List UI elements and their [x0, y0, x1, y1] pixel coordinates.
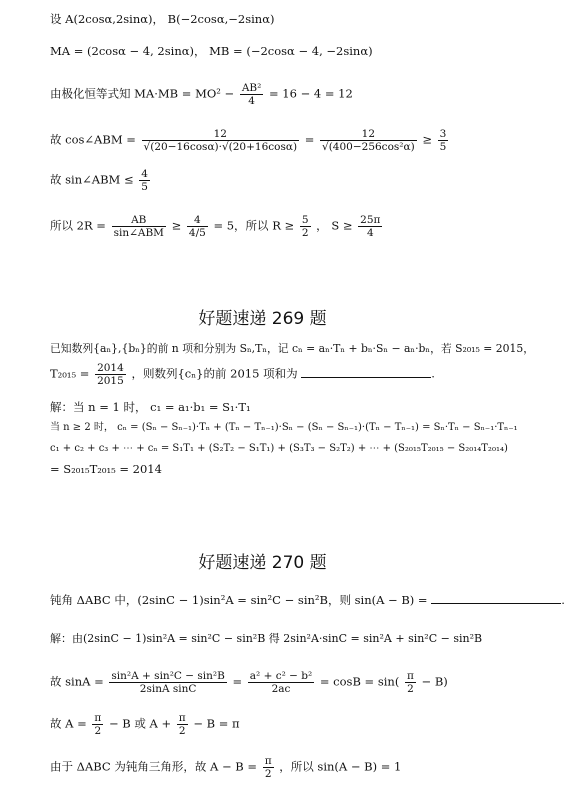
cos-head: 故 cos∠ABM =: [50, 132, 136, 147]
ge: ≥: [422, 132, 432, 147]
fraction: [95, 362, 126, 387]
p269-question-line1: 已知数列{aₙ},{bₙ}的前 n 项和分别为 Sₙ,Tₙ，记 cₙ = aₙ·Tₙ + bₙ·Sₙ − aₙ·bₙ，若 S₂₀₁₅ = 2015，: [50, 342, 534, 355]
p269-solution-line1: 解：当 n = 1 时， c₁ = a₁·b₁ = S₁·T₁: [50, 400, 251, 414]
fraction: [358, 214, 382, 239]
line-cos-abm: [50, 128, 450, 153]
den: sin∠ABM: [113, 227, 164, 239]
line-radius: [50, 214, 384, 239]
den: 2: [264, 768, 272, 780]
num: 5: [301, 214, 309, 226]
fraction: [248, 670, 314, 695]
den: 2: [301, 227, 309, 239]
fraction: [300, 214, 311, 239]
problem-270-title: 好题速递 270 题: [198, 553, 327, 573]
num: 4: [187, 214, 208, 227]
ge: ≥: [171, 218, 182, 233]
s-mid: = cosB = sin(: [319, 674, 400, 689]
fraction: [142, 128, 300, 153]
q-tail: ，则数列{cₙ}的前 2015 项和为: [131, 366, 298, 381]
num: 4: [141, 168, 148, 180]
s-text: ， S ≥: [316, 218, 353, 233]
p269-solution-line4: = S₂₀₁₅T₂₀₁₅ = 2014: [50, 462, 162, 476]
num: 2014: [97, 362, 124, 374]
fraction: [438, 128, 449, 153]
den: 2sinA sinC: [139, 683, 197, 695]
num: sin²A + sin²C − sin²B: [111, 670, 225, 682]
polar-text: 由极化恒等式知 MA·MB = MO² −: [50, 86, 235, 101]
q-end: .: [431, 366, 435, 381]
r-mid: = 5，所以 R ≥: [213, 218, 295, 233]
p269-solution-line3: c₁ + c₂ + c₃ + ⋯ + cₙ = S₁T₁ + (S₂T₂ − S₁T₁) + (S₃T₃ − S₂T₂) + ⋯ + (S₂₀₁₅T₂₀₁₅ − S₂₀₁₄T₂₀₁₄): [50, 443, 508, 454]
s3-mid: − B 或 A +: [108, 716, 172, 731]
fraction: [320, 128, 417, 153]
den: 4/5: [188, 227, 206, 239]
den: 2015: [97, 375, 124, 387]
vector-ma: MA = (2cosα − 4, 2sinα)，: [50, 44, 206, 58]
num: π: [94, 712, 102, 724]
den: 5: [439, 141, 447, 153]
p270-solution-line4: [50, 755, 401, 780]
line-vectors: [50, 44, 373, 58]
den: 4: [366, 227, 374, 239]
equals: =: [304, 132, 315, 147]
den: 2: [178, 725, 186, 737]
point-b: B(−2cosα,−2sinα): [167, 12, 275, 26]
p269-solution-line2: 当 n ≥ 2 时， cₙ = (Sₙ − Sₙ₋₁)·Tₙ + (Tₙ − Tₙ₋₁)·Sₙ − (Sₙ − Sₙ₋₁)·(Tₙ − Tₙ₋₁) = Sₙ·Tₙ − Sₙ₋₁·Tₙ₋₁: [50, 422, 518, 433]
s3-head: 故 A =: [50, 716, 87, 731]
line-sin-abm: [50, 168, 152, 193]
q-end: .: [561, 593, 565, 607]
den: 2: [94, 725, 102, 737]
fraction: [109, 670, 226, 695]
num: 25π: [360, 214, 381, 226]
answer-blank: [431, 593, 561, 604]
r-head: 所以 2R =: [50, 218, 106, 233]
s4-tail: ，所以 sin(A − B) = 1: [279, 759, 402, 774]
p270-question: [50, 593, 565, 607]
num: a² + c² − b²: [249, 670, 313, 682]
fraction: [240, 82, 264, 107]
den: 2: [407, 683, 414, 695]
num: AB: [112, 214, 166, 227]
line-coords: [50, 12, 274, 26]
fraction: [112, 214, 166, 239]
fraction: [92, 712, 103, 737]
p270-solution-line1: 解：由(2sinC − 1)sin²A = sin²C − sin²B 得 2sin²A·sinC = sin²A + sin²C − sin²B: [50, 632, 483, 645]
num: π: [264, 755, 272, 767]
vector-mb: MB = (−2cosα − 4, −2sinα): [209, 44, 373, 58]
p270-solution-line2: [50, 670, 448, 695]
num: 3: [439, 128, 447, 140]
p270-solution-line3: [50, 712, 240, 737]
problem-269-title: 好题速递 269 题: [198, 309, 327, 329]
t-head: T₂₀₁₅ =: [50, 366, 90, 381]
fraction: [263, 755, 274, 780]
fraction: [139, 168, 150, 193]
den: √(20−16cosα)·√(20+16cosα): [143, 141, 298, 153]
fraction: [177, 712, 188, 737]
den: √(400−256cos²α): [322, 141, 415, 153]
fraction: [405, 670, 416, 695]
point-a: 设 A(2cosα,2sinα)，: [50, 12, 165, 26]
num: π: [406, 670, 414, 682]
polar-result: = 16 − 4 = 12: [269, 86, 353, 101]
num: π: [178, 712, 186, 724]
equals: =: [232, 674, 243, 689]
s-tail: − B): [421, 674, 448, 689]
s4-head: 由于 ΔABC 为钝角三角形，故 A − B =: [50, 759, 258, 774]
answer-blank: [301, 367, 431, 378]
num: AB²: [241, 82, 262, 94]
p269-question-line2: [50, 362, 435, 387]
num: 12: [320, 128, 417, 141]
line-polarization: [50, 82, 353, 107]
fraction: [187, 214, 208, 239]
q-text: 钝角 ΔABC 中，(2sinC − 1)sin²A = sin²C − sin²B，则 sin(A − B) =: [50, 593, 428, 607]
den: 2ac: [271, 683, 291, 695]
num: 12: [142, 128, 300, 141]
den: 4: [248, 95, 255, 107]
s-head: 故 sinA =: [50, 674, 104, 689]
s3-tail: − B = π: [193, 716, 240, 731]
den: 5: [141, 181, 148, 193]
sin-head: 故 sin∠ABM ≤: [50, 172, 134, 187]
